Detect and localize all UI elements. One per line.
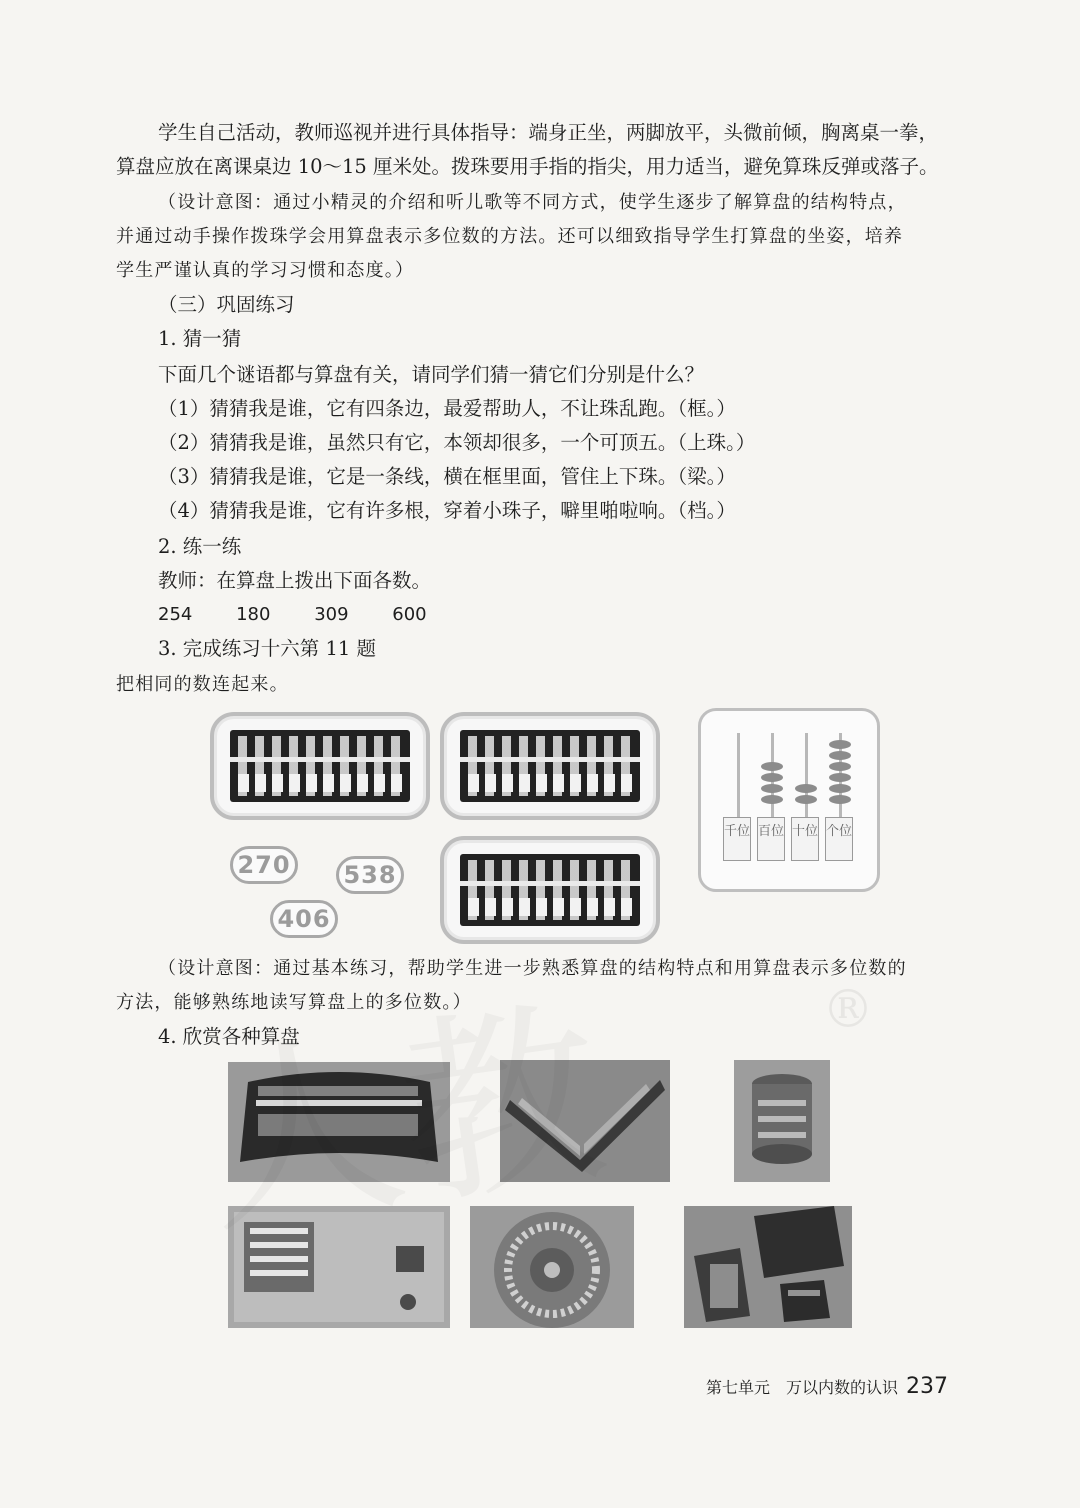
registered-mark: ® — [822, 980, 874, 1040]
riddle-1: （1）猜猜我是谁，它有四条边，最爱帮助人，不让珠乱跑。（框。） — [158, 397, 736, 420]
number-bubble[interactable]: 270 — [230, 846, 298, 884]
exercise-3-prompt: 把相同的数连起来。 — [116, 674, 289, 695]
abacus-photo-boxes — [684, 1206, 852, 1328]
design-intent-1-line-3: 学生严谨认真的学习习惯和态度。） — [116, 260, 415, 281]
design-intent-1-line-2: 并通过动手操作拨珠学会用算盘表示多位数的方法。还可以细致指导学生打算盘的坐姿，培养 — [116, 226, 904, 247]
abacus-card-3[interactable] — [440, 836, 660, 944]
place-label: 个位 — [825, 817, 853, 861]
abacus-photo-curved — [228, 1062, 450, 1182]
exercise-1-title: 1. 猜一猜 — [158, 327, 242, 350]
abacus-photo-calculator — [228, 1206, 450, 1328]
exercise-2-prompt: 教师：在算盘上拨出下面各数。 — [158, 569, 432, 592]
exercise-2-title: 2. 练一练 — [158, 535, 242, 558]
place-label: 十位 — [791, 817, 819, 861]
number-item: 309 — [314, 604, 349, 625]
intro-line-1: 学生自己活动，教师巡视并进行具体指导：端身正坐，两脚放平，头微前倾，胸离桌一拳， — [158, 121, 939, 144]
design-intent-2-line-1: （设计意图：通过基本练习，帮助学生进一步熟悉算盘的结构特点和用算盘表示多位数的 — [158, 958, 907, 979]
intro-line-2: 算盘应放在离课桌边 10～15 厘米处。拨珠要用手指的指尖，用力适当，避免算珠反弹或落子。 — [116, 155, 939, 178]
exercise-1-prompt: 下面几个谜语都与算盘有关，请同学们猜一猜它们分别是什么？ — [158, 363, 705, 386]
abacus-image — [460, 854, 640, 926]
design-intent-2-line-2: 方法，能够熟练地读写算盘上的多位数。） — [116, 992, 472, 1013]
place-label: 千位 — [723, 817, 751, 861]
exercise-3-title: 3. 完成练习十六第 11 题 — [158, 637, 377, 660]
page-number: 237 — [906, 1374, 949, 1399]
abacus-photo-cylinder — [734, 1060, 830, 1182]
abacus-card-1[interactable] — [210, 712, 430, 820]
abacus-card-2[interactable] — [440, 712, 660, 820]
number-row — [158, 598, 465, 632]
number-item: 600 — [392, 604, 427, 625]
abacus-photo-round — [470, 1206, 634, 1328]
number-bubble[interactable]: 538 — [336, 856, 404, 894]
section-heading: （三）巩固练习 — [158, 293, 295, 316]
footer-unit: 第七单元 万以内数的认识 — [706, 1378, 899, 1397]
exercise-4-title: 4. 欣赏各种算盘 — [158, 1025, 300, 1048]
riddle-4: （4）猜猜我是谁，它有许多根，穿着小珠子，噼里啪啦响。（档。） — [158, 499, 736, 522]
place-label: 百位 — [757, 817, 785, 861]
counting-frame-card[interactable] — [698, 708, 880, 892]
page-footer — [706, 1372, 948, 1403]
riddle-2: （2）猜猜我是谁，虽然只有它，本领却很多，一个可顶五。（上珠。） — [158, 431, 756, 454]
abacus-image — [230, 730, 410, 802]
number-item: 254 — [158, 604, 193, 625]
number-bubble[interactable]: 406 — [270, 900, 338, 938]
riddle-3: （3）猜猜我是谁，它是一条线，横在框里面，管住上下珠。（梁。） — [158, 465, 736, 488]
abacus-image — [460, 730, 640, 802]
design-intent-1-line-1: （设计意图：通过小精灵的介绍和听儿歌等不同方式，使学生逐步了解算盘的结构特点， — [158, 192, 907, 213]
number-item: 180 — [236, 604, 271, 625]
abacus-photo-folded — [500, 1060, 670, 1182]
